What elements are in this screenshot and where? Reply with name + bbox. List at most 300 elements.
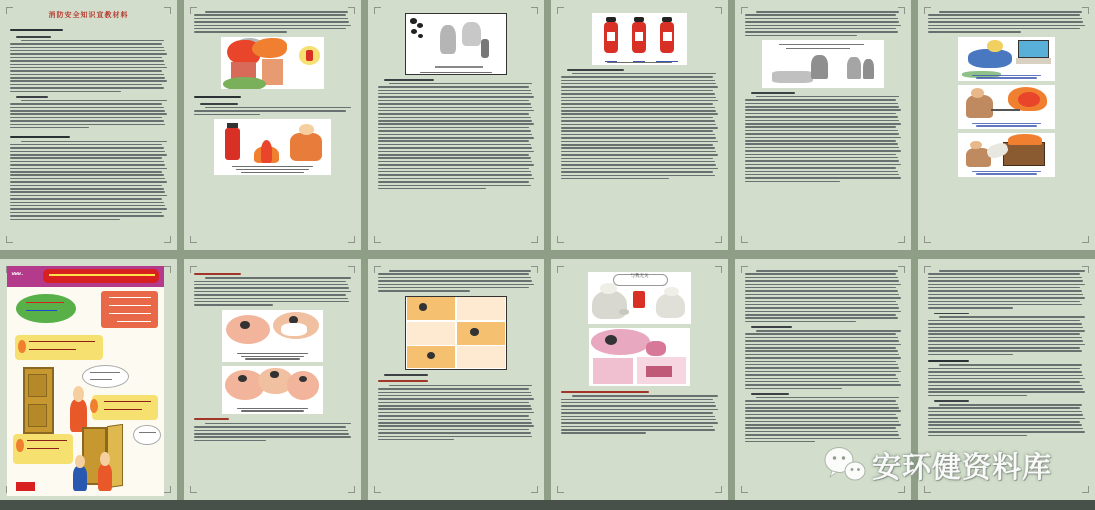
spacer — [194, 91, 351, 94]
tea-bowl-shape — [619, 309, 629, 314]
text-line — [928, 391, 1085, 393]
green-bush-shape — [223, 77, 267, 88]
text-line — [745, 294, 899, 296]
desk-clutter-shape — [1016, 58, 1051, 64]
page-content — [561, 11, 718, 242]
text-line — [10, 147, 164, 149]
text-line — [10, 53, 167, 55]
text-line — [561, 130, 713, 132]
text-line — [194, 294, 346, 296]
text-line — [745, 109, 901, 111]
sketch-figure-shape — [462, 22, 481, 47]
text-line — [745, 277, 898, 279]
text-line — [378, 110, 534, 112]
text-line — [745, 304, 898, 306]
text-line — [194, 28, 346, 30]
text-line — [378, 273, 529, 275]
text-line — [378, 408, 532, 410]
text-line — [928, 368, 1080, 370]
text-line — [10, 124, 165, 126]
text-line — [745, 367, 899, 369]
caption-line — [241, 356, 303, 357]
crop-mark — [164, 486, 171, 493]
text-line — [745, 18, 898, 20]
text-line — [10, 168, 167, 170]
bubble-line — [90, 379, 112, 380]
text-line — [745, 421, 899, 423]
poster-green-text — [26, 302, 64, 304]
figure-head-shape — [270, 371, 278, 377]
text-line — [928, 371, 1082, 373]
text-line — [378, 154, 529, 156]
text-line — [378, 425, 534, 427]
text-line — [10, 70, 162, 72]
illustration-plug-fire — [958, 85, 1055, 129]
caption-line — [237, 408, 307, 409]
illustration-monks — [588, 272, 692, 324]
text-line — [378, 161, 532, 163]
speech-bubble — [82, 365, 129, 388]
page-10-monks-extinguisher-cartoon-page[interactable] — [551, 259, 728, 500]
text-line — [745, 120, 899, 122]
text-line — [745, 317, 898, 319]
page-3-bw-comic-extinguisher-use-page[interactable] — [368, 0, 544, 250]
crop-mark — [164, 266, 171, 273]
text-line — [939, 270, 1085, 272]
text-line — [745, 130, 898, 132]
page-content — [194, 270, 351, 492]
text-line — [928, 421, 1080, 423]
illustration-tv-fire — [958, 133, 1055, 177]
tip-text-line — [104, 409, 142, 410]
text-line — [561, 80, 715, 82]
text-line — [745, 106, 899, 108]
text-line — [561, 402, 715, 404]
worker-body-shape — [966, 95, 993, 118]
poster-note-line — [117, 321, 152, 322]
caption-line — [972, 171, 1040, 172]
text-line — [561, 171, 713, 173]
tip-text-line — [27, 440, 66, 441]
text-line — [378, 415, 529, 417]
text-line — [561, 110, 716, 112]
poster-note-line — [109, 313, 151, 314]
sub-heading — [384, 79, 434, 81]
text-line — [745, 301, 896, 303]
text-line — [194, 436, 351, 438]
text-line — [378, 277, 531, 279]
text-line — [561, 127, 718, 129]
text-line — [378, 100, 529, 102]
text-line — [745, 307, 899, 309]
text-line — [745, 333, 896, 335]
image-caption — [958, 171, 1055, 175]
poster-note-line — [109, 305, 151, 306]
document-title: 消防安全知识宣教材料 — [48, 11, 129, 19]
text-line — [928, 354, 1013, 356]
page-5-bw-dialogue-cartoon-page[interactable] — [735, 0, 911, 250]
oval-panel-shape — [226, 315, 270, 344]
text-line — [561, 107, 715, 109]
text-line — [378, 185, 531, 187]
text-line — [10, 198, 162, 200]
gas-stove-shape — [646, 366, 672, 376]
text-line — [194, 440, 266, 442]
text-line — [10, 157, 162, 159]
text-line — [745, 378, 898, 380]
text-line — [745, 113, 896, 115]
poster-title-pill — [43, 269, 159, 283]
poster-tip-box-2 — [92, 395, 158, 420]
text-line — [378, 157, 531, 159]
text-line — [572, 73, 716, 75]
text-line — [378, 395, 532, 397]
extinguisher-body-shape — [633, 291, 644, 309]
text-line — [928, 385, 1082, 387]
text-line — [10, 154, 167, 156]
text-line — [745, 417, 898, 419]
panel-shape — [457, 346, 505, 368]
tv-body-shape — [1003, 142, 1046, 165]
sub-heading — [16, 36, 51, 38]
text-line — [561, 175, 715, 177]
text-line — [939, 316, 1085, 318]
text-line — [194, 14, 346, 16]
burning-building-shape — [262, 59, 283, 85]
text-line — [756, 397, 900, 399]
text-line — [378, 405, 531, 407]
tip-text-line — [29, 341, 95, 342]
text-line — [378, 412, 534, 414]
fireman-body-shape — [290, 133, 323, 161]
text-line — [10, 202, 164, 204]
text-line — [194, 281, 346, 283]
text-line — [572, 395, 718, 397]
caption-line — [420, 72, 492, 73]
text-line — [928, 424, 1082, 426]
text-line — [928, 290, 1082, 292]
text-line — [10, 205, 165, 207]
text-line — [378, 174, 532, 176]
text-line — [10, 64, 165, 66]
spacer — [10, 21, 167, 27]
text-line — [194, 114, 260, 116]
page-9-six-panel-comic-page[interactable] — [368, 259, 544, 500]
text-line — [928, 307, 1013, 309]
text-line — [378, 113, 529, 115]
image-caption — [222, 353, 322, 360]
page-11-dense-text-page-a[interactable] — [735, 259, 911, 500]
text-line — [745, 290, 898, 292]
text-line — [205, 11, 348, 13]
illustration-comic-grid — [405, 296, 508, 370]
text-line — [10, 144, 162, 146]
caption-line — [972, 75, 1040, 76]
text-line — [928, 25, 1085, 27]
text-line — [10, 185, 162, 187]
text-line — [561, 151, 716, 153]
image-caption — [222, 408, 322, 412]
text-line — [561, 158, 713, 160]
text-line — [561, 141, 718, 143]
panel-shape — [457, 322, 505, 345]
text-line — [378, 439, 454, 441]
illustration-comic-group — [222, 366, 322, 414]
sub-heading — [934, 400, 969, 402]
text-line — [378, 93, 532, 95]
text-line — [745, 99, 896, 101]
text-line — [745, 287, 896, 289]
page-content — [378, 270, 534, 492]
speech-bubble-text: 与我无关 — [630, 274, 649, 280]
text-line — [378, 402, 529, 404]
speech-bubble — [133, 425, 161, 446]
text-line — [745, 25, 901, 27]
door-panel — [28, 374, 47, 397]
text-line — [561, 426, 713, 428]
text-line — [745, 388, 842, 390]
monk-head-shape — [664, 287, 679, 296]
text-line — [745, 350, 898, 352]
text-line — [10, 50, 165, 52]
text-line — [378, 188, 486, 190]
text-line — [10, 127, 89, 129]
text-line — [378, 147, 532, 149]
text-line — [561, 168, 718, 170]
text-line — [928, 21, 1083, 23]
caption-line — [976, 125, 1036, 126]
text-line — [745, 14, 896, 16]
text-line — [194, 430, 348, 432]
text-line — [10, 74, 164, 76]
text-line — [378, 284, 534, 286]
text-line — [745, 314, 896, 316]
nozzle-shape — [662, 17, 672, 22]
text-line — [756, 11, 900, 13]
extinguisher-handle-shape — [227, 123, 237, 127]
bubble-line — [139, 432, 156, 433]
text-line — [378, 181, 529, 183]
text-line — [378, 280, 532, 282]
text-line — [561, 419, 716, 421]
text-line — [745, 181, 840, 183]
text-line — [928, 323, 1082, 325]
page-content — [928, 270, 1085, 492]
text-line — [378, 127, 529, 129]
caption-line — [241, 172, 304, 173]
text-line — [10, 103, 162, 105]
text-line — [10, 43, 162, 45]
text-line — [378, 429, 529, 431]
text-line — [378, 123, 534, 125]
text-line — [928, 304, 1082, 306]
caption-line — [976, 77, 1036, 78]
text-line — [378, 86, 529, 88]
text-line — [928, 431, 1085, 433]
text-line — [561, 409, 718, 411]
page-2-building-fire-and-extinguisher-page[interactable] — [184, 0, 361, 250]
page-content — [10, 11, 167, 242]
text-line — [756, 330, 901, 332]
text-line — [756, 270, 898, 272]
text-line — [561, 103, 713, 105]
text-line — [561, 90, 713, 92]
text-line — [745, 427, 896, 429]
text-line — [10, 181, 167, 183]
text-line — [745, 434, 899, 436]
text-line — [745, 414, 896, 416]
text-line — [745, 321, 856, 323]
text-line — [745, 147, 899, 149]
text-line — [928, 14, 1080, 16]
sketch-desk-shape — [772, 71, 813, 83]
image-caption — [214, 166, 330, 173]
text-line — [10, 117, 162, 119]
text-line — [928, 277, 1082, 279]
text-line — [939, 364, 1082, 366]
text-line — [378, 90, 531, 92]
text-line — [10, 77, 165, 79]
text-line — [745, 424, 901, 426]
page-content — [561, 270, 718, 492]
text-line — [745, 361, 896, 363]
sub-heading — [934, 313, 969, 315]
poster-url-text: www. — [11, 270, 24, 277]
wall-flame-core-shape — [1018, 92, 1039, 107]
sub-heading — [384, 374, 428, 376]
text-line — [745, 103, 898, 105]
text-line — [928, 31, 1021, 33]
page-content — [745, 270, 901, 492]
text-line — [561, 161, 715, 163]
text-line — [928, 28, 1080, 30]
text-line — [10, 67, 167, 69]
text-line — [928, 301, 1080, 303]
nozzle-shape — [606, 17, 616, 22]
text-line — [21, 100, 167, 102]
text-line — [928, 418, 1085, 420]
text-line — [194, 25, 351, 27]
illustration-fire-buildings — [221, 37, 325, 89]
page-8-escape-self-rescue-comics-page[interactable] — [184, 259, 361, 500]
section-heading — [10, 136, 70, 138]
flame-small-shape — [252, 38, 287, 58]
text-line — [561, 147, 715, 149]
text-line — [10, 107, 164, 109]
text-line — [928, 395, 1027, 397]
tip-text-line — [104, 401, 151, 402]
text-line — [561, 134, 715, 136]
text-line — [561, 416, 715, 418]
text-line — [745, 340, 899, 342]
text-line — [745, 35, 857, 37]
text-line — [745, 431, 898, 433]
poster-tip-box-1 — [15, 335, 103, 360]
illustration-ext-man — [214, 119, 330, 175]
sketch-figure-shape — [440, 25, 456, 54]
text-line — [21, 40, 164, 42]
text-line — [745, 150, 901, 152]
image-caption — [592, 62, 686, 63]
figure-head-shape — [470, 328, 478, 335]
page-12-dense-text-page-b[interactable] — [918, 259, 1095, 500]
text-line — [561, 76, 713, 78]
text-line — [378, 436, 532, 438]
sleeping-worker-body-shape — [968, 49, 1013, 68]
extinguisher-body-shape — [225, 128, 240, 160]
tv-flame-shape — [1008, 134, 1041, 145]
text-line — [21, 141, 167, 143]
caption-line — [241, 410, 303, 411]
pink-panel-shape — [593, 358, 633, 384]
monitor-shape — [1018, 40, 1049, 58]
page-1-cover-text-page[interactable] — [0, 0, 177, 250]
text-line — [378, 419, 531, 421]
figure-head-shape — [419, 303, 427, 310]
text-line — [745, 337, 898, 339]
text-line — [378, 398, 534, 400]
text-line — [389, 83, 533, 85]
page-7-escape-tips-color-poster-page[interactable] — [0, 259, 177, 500]
ink-blob-shape — [410, 18, 417, 24]
text-line — [378, 103, 531, 105]
text-line — [10, 151, 165, 153]
watermark-text: 安环健资料库 — [872, 449, 1053, 484]
section-heading — [194, 418, 229, 420]
text-line — [745, 28, 896, 30]
text-line — [10, 60, 164, 62]
image-caption — [958, 123, 1055, 127]
text-line — [928, 320, 1080, 322]
text-line — [745, 441, 815, 443]
kid-body — [98, 464, 112, 492]
text-line — [928, 375, 1083, 377]
text-line — [10, 208, 167, 210]
text-line — [745, 174, 899, 176]
bubble-line — [90, 372, 120, 373]
sub-heading — [567, 69, 624, 71]
text-line — [194, 287, 349, 289]
text-line — [745, 140, 896, 142]
text-line — [928, 407, 1080, 409]
text-line — [745, 280, 899, 282]
text-line — [928, 347, 1080, 349]
page-6-electric-safety-cartoons-page[interactable] — [918, 0, 1095, 250]
text-line — [378, 144, 531, 146]
text-line — [928, 280, 1083, 282]
text-line — [378, 287, 529, 289]
text-line — [205, 107, 351, 109]
text-line — [745, 354, 899, 356]
text-line — [389, 270, 531, 272]
text-line — [194, 31, 287, 33]
section-heading — [378, 380, 428, 382]
page-4-three-extinguishers-page[interactable] — [551, 0, 728, 250]
section-heading — [10, 29, 63, 31]
text-line — [10, 110, 165, 112]
text-line — [745, 284, 901, 286]
poster-logo — [16, 482, 35, 491]
text-line — [389, 385, 533, 387]
caption-line — [607, 62, 673, 63]
figure-body-shape — [281, 323, 307, 335]
sketch-line-shape — [435, 66, 482, 68]
cord-shape — [991, 109, 1020, 111]
sub-heading — [200, 103, 238, 105]
sketch-man-shape — [863, 59, 874, 79]
text-line — [928, 414, 1083, 416]
text-line — [378, 388, 529, 390]
